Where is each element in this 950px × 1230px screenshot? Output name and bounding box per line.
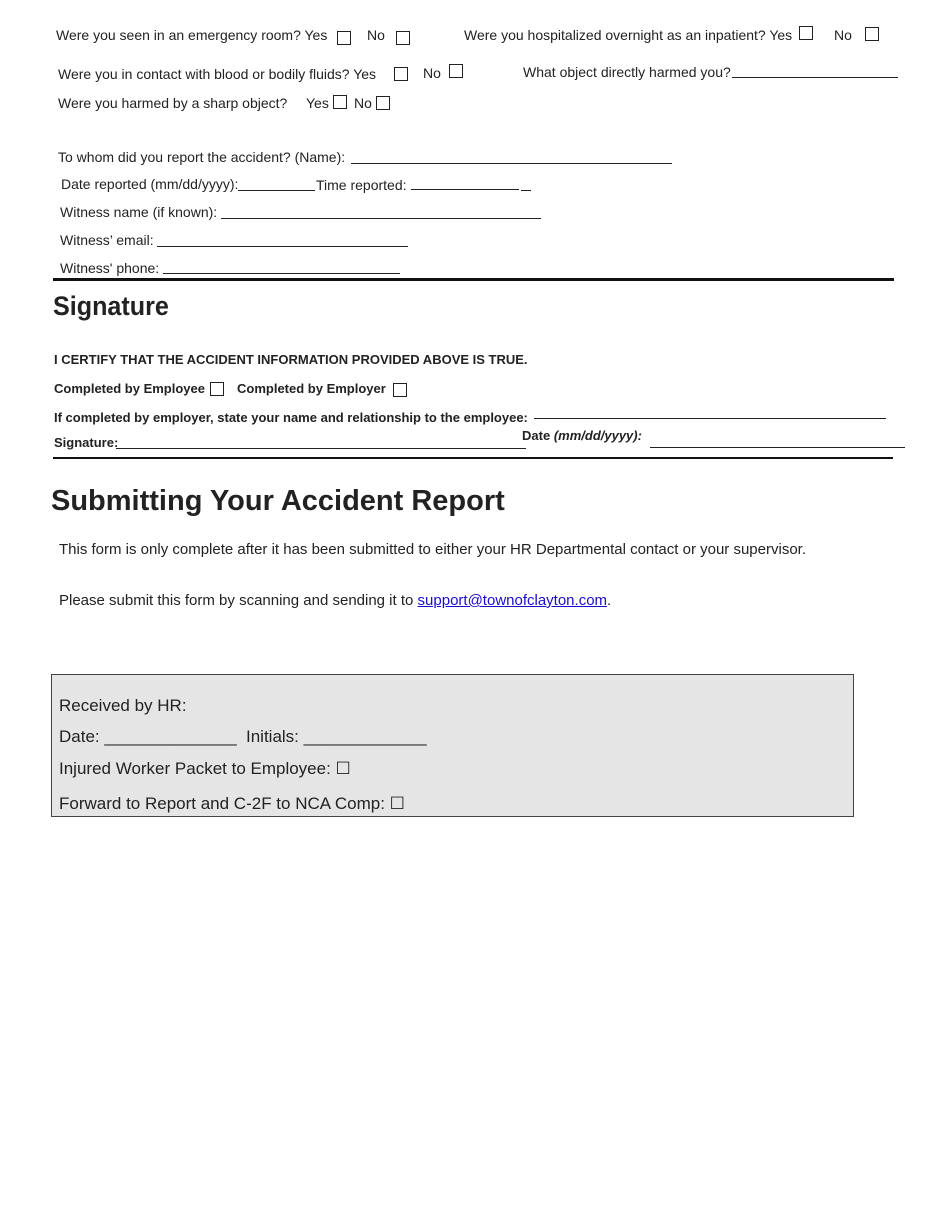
date-reported-field[interactable] xyxy=(238,190,315,191)
submitting-heading: Submitting Your Accident Report xyxy=(51,485,505,517)
completed-employer-checkbox[interactable] xyxy=(393,383,407,397)
submit-email-suffix: . xyxy=(607,592,612,609)
hr-packet-item: Injured Worker Packet to Employee: ☐ xyxy=(59,759,351,778)
signature-date-label xyxy=(522,428,642,443)
signature-date-field[interactable] xyxy=(650,447,905,448)
hr-date-field: Date: ______________ xyxy=(59,727,237,746)
witness-name-label: Witness name (if known): xyxy=(60,204,218,220)
witness-email-field[interactable] xyxy=(157,246,408,247)
section-divider xyxy=(53,278,894,281)
sharp-no-checkbox[interactable] xyxy=(376,96,390,110)
hospitalized-yes-checkbox[interactable] xyxy=(799,26,813,40)
submit-email-prefix: Please submit this form by scanning and sending it to xyxy=(59,592,414,609)
submit-instructions: This form is only complete after it has been submitted to either your HR Departmental contact or your supervisor. xyxy=(59,541,806,558)
signature-field[interactable] xyxy=(116,448,526,449)
er-question: Were you seen in an emergency room? Yes xyxy=(56,27,328,43)
sharp-yes-checkbox[interactable] xyxy=(333,95,347,109)
signature-label: Signature: xyxy=(54,435,119,450)
time-reported-field-tail xyxy=(521,190,531,191)
blood-no-checkbox[interactable] xyxy=(449,64,463,78)
certify-statement: I CERTIFY THAT THE ACCIDENT INFORMATION PROVIDED ABOVE IS TRUE. xyxy=(54,352,528,367)
time-reported-label: Time reported: xyxy=(316,177,407,193)
object-field[interactable] xyxy=(732,77,898,78)
employer-statement-label: If completed by employer, state your name and relationship to the employee: xyxy=(54,410,528,425)
er-yes-checkbox[interactable] xyxy=(337,31,351,45)
signature-divider xyxy=(53,457,893,459)
submit-email-sentence xyxy=(59,592,611,609)
signature-heading: Signature xyxy=(53,291,169,321)
sharp-yes-label: Yes xyxy=(306,95,329,111)
er-no-checkbox[interactable] xyxy=(396,31,410,45)
hospitalized-no-checkbox[interactable] xyxy=(865,27,879,41)
signature-date-prefix: Date xyxy=(522,428,551,443)
reported-to-label: To whom did you report the accident? (Name): xyxy=(58,149,346,165)
reported-to-field[interactable] xyxy=(351,163,672,164)
signature-date-format: (mm/dd/yyyy): xyxy=(553,428,642,443)
witness-phone-label: Witness' phone: xyxy=(60,260,160,276)
hospitalized-question: Were you hospitalized overnight as an inpatient? Yes xyxy=(464,27,793,43)
sharp-no-label: No xyxy=(354,95,372,111)
support-email-link[interactable]: support@townofclayton.com xyxy=(417,592,608,609)
object-question: What object directly harmed you? xyxy=(523,64,731,80)
completed-employer-label: Completed by Employer xyxy=(237,381,386,396)
completed-employee-checkbox[interactable] xyxy=(210,382,224,396)
hr-received-label: Received by HR: xyxy=(59,696,187,715)
witness-email-label: Witness’ email: xyxy=(60,232,154,248)
date-reported-label: Date reported (mm/dd/yyyy): xyxy=(61,176,239,192)
witness-phone-field[interactable] xyxy=(163,273,400,274)
witness-name-field[interactable] xyxy=(221,218,541,219)
hospitalized-no-label: No xyxy=(834,27,852,43)
er-no-label: No xyxy=(367,27,385,43)
hr-initials-field: Initials: _____________ xyxy=(246,727,427,746)
hr-forward-item: Forward to Report and C-2F to NCA Comp: ☐ xyxy=(59,794,405,813)
blood-yes-checkbox[interactable] xyxy=(394,67,408,81)
blood-question: Were you in contact with blood or bodily fluids? Yes xyxy=(58,66,377,82)
completed-employee-label: Completed by Employee xyxy=(54,381,205,396)
blood-no-label: No xyxy=(423,65,441,81)
time-reported-field[interactable] xyxy=(411,189,519,190)
sharp-question: Were you harmed by a sharp object? xyxy=(58,95,288,111)
employer-name-field[interactable] xyxy=(534,418,886,419)
